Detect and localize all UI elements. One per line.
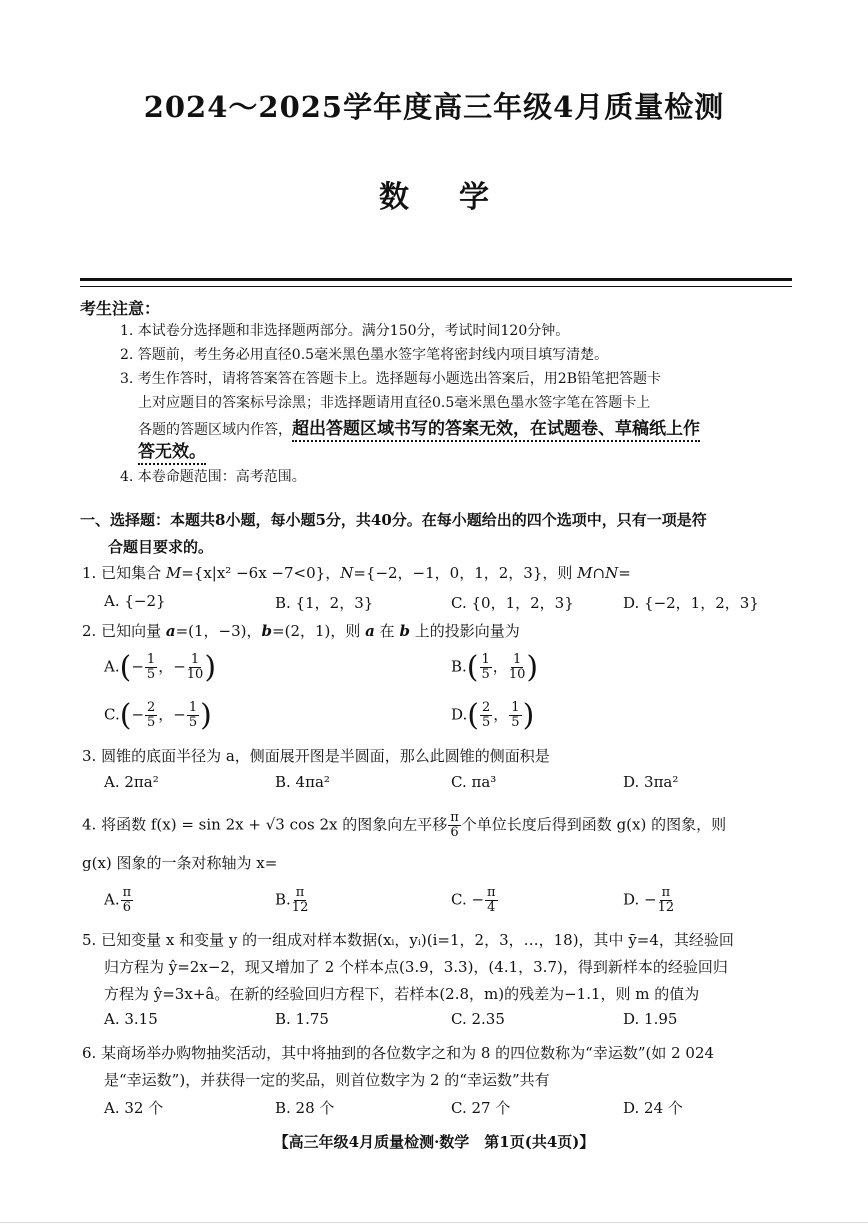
q4-option-b xyxy=(275,886,309,915)
notice-item-3-line-3 xyxy=(138,414,700,439)
q4-stem-end: 个单位长度后得到函数 g(x) 的图象，则 xyxy=(461,815,727,834)
q2-option-c: C.(− $\frac{2}{5}$ ，− $\frac{1}{5}$ ) xyxy=(104,698,212,733)
q4-b-label: B. xyxy=(275,890,291,909)
q2-stem-mid: 在 xyxy=(374,622,400,640)
bottom-edge-line xyxy=(0,1222,868,1223)
q4-option-d xyxy=(623,886,675,915)
q4-option-c xyxy=(451,886,499,915)
notice-heading: 考生注意： xyxy=(80,299,161,318)
question-4-stem xyxy=(82,811,726,840)
q2-a-num2: 1 xyxy=(190,652,200,667)
q4-a-den: 6 xyxy=(122,900,132,915)
q2-c-label: C. xyxy=(104,705,120,724)
q2-d-den1: 5 xyxy=(481,715,491,730)
notice-emphasis-2: 答无效。 xyxy=(138,442,206,465)
question-6-line-1: 6. 某商场举办购物抽奖活动，其中将抽到的各位数字之和为 8 的四位数称为“幸运数”(如 2 024 xyxy=(82,1044,715,1062)
q1-set-n: N xyxy=(340,564,354,582)
q5-option-b: B. 1.75 xyxy=(275,1010,329,1028)
q4-option-a xyxy=(104,886,134,915)
q2-b-num2: 1 xyxy=(512,652,522,667)
notice-item-3-line-2: 上对应题目的答案标号涂黑；非选择题请用直径0.5毫米黑色墨水签字笔在答题卡上 xyxy=(138,395,651,411)
question-5-line-2: 归方程为 ŷ=2x−2，现又增加了 2 个样本点(3.9，3.3)，(4.1，3.7)，得到新样本的经验回归 xyxy=(104,958,728,976)
q2-vector-a: a xyxy=(165,622,176,640)
notice-item-4: 4. 本卷命题范围：高考范围。 xyxy=(120,469,306,485)
q1-set-n-def: ={−2，−1，0，1，2，3}，则 xyxy=(353,564,578,582)
q4-stem-start: 4. 将函数 f(x) = sin 2x + √3 cos 2x 的图象向左平移 xyxy=(82,815,448,834)
q2-option-b: B.( $\frac{1}{5}$ ， $\frac{1}{10}$ ) xyxy=(451,650,539,685)
q1-set-m-def: ={x|x² −6x −7<0}， xyxy=(181,564,341,582)
exam-title: 2024～2025学年度高三年级4月质量检测 xyxy=(143,90,725,124)
q4-d-label: D. − xyxy=(623,890,657,909)
section-1-heading: 一、选择题：本题共8小题，每小题5分，共40分。在每小题给出的四个选项中，只有一项是符 xyxy=(80,511,707,529)
question-3-stem: 3. 圆锥的底面半径为 a，侧面展开图是半圆面，那么此圆锥的侧面积是 xyxy=(82,747,550,765)
q2-vector-b: b xyxy=(261,622,273,640)
q2-d-label: D. xyxy=(451,705,468,724)
q4-a-num: π xyxy=(122,885,132,900)
notice-item-1: 1. 本试卷分选择题和非选择题两部分。满分150分，考试时间120分钟。 xyxy=(120,323,570,339)
q1-option-b: B. {1，2，3} xyxy=(275,594,374,612)
q5-option-c: C. 2.35 xyxy=(451,1010,505,1028)
q5-option-d: D. 1.95 xyxy=(623,1010,678,1028)
notice-item-3-line-1: 3. 考生作答时，请将答案答在答题卡上。选择题每小题选出答案后，用2B铅笔把答题卡 xyxy=(120,371,662,387)
q1-option-a: A. {−2} xyxy=(104,592,166,610)
q2-option-a: A.(− $\frac{1}{5}$ ，− $\frac{1}{10}$ ) xyxy=(104,650,217,685)
q2-stem-start: 2. 已知向量 xyxy=(82,622,166,640)
q4-a-label: A. xyxy=(104,890,120,909)
q4-c-num: π xyxy=(487,885,496,900)
section-1-heading-cont: 合题目要求的。 xyxy=(108,538,214,556)
question-5-line-3: 方程为 ŷ=3x+â。在新的经验回归方程下，若样本(2.8，m)的残差为−1.1，则 m 的值为 xyxy=(104,985,700,1003)
q2-b-den1: 5 xyxy=(481,667,490,682)
header-rule-thin xyxy=(80,286,792,287)
notice-item-3-line-4 xyxy=(138,437,206,462)
q4-shift-num: π xyxy=(450,810,459,825)
notice-emphasis-1: 超出答题区域书写的答案无效，在试题卷、草稿纸上作 xyxy=(292,419,700,442)
q4-shift-den: 6 xyxy=(450,825,459,840)
q2-vector-b-value: =(2，1)，则 xyxy=(272,622,366,640)
q5-option-a: A. 3.15 xyxy=(104,1010,158,1028)
q4-b-num: π xyxy=(295,885,305,900)
q6-option-c: C. 27 个 xyxy=(451,1099,511,1117)
q2-b-num1: 1 xyxy=(481,652,490,667)
q2-b-den2: 10 xyxy=(508,667,526,682)
q4-c-den: 4 xyxy=(487,900,496,915)
question-4-stem-cont: g(x) 图象的一条对称轴为 x= xyxy=(82,854,278,872)
q6-option-a: A. 32 个 xyxy=(104,1099,164,1117)
q2-a-den1: 5 xyxy=(146,667,156,682)
question-6-line-2: 是“幸运数”)，并获得一定的奖品，则首位数字为 2 的“幸运数”共有 xyxy=(104,1071,550,1089)
page-footer: 【高三年级4月质量检测·数学 第1页(共4页)】 xyxy=(273,1133,595,1151)
q2-d-num1: 2 xyxy=(481,700,491,715)
q2-b-label: B. xyxy=(451,657,467,676)
q2-c-num2: 1 xyxy=(188,700,198,715)
q3-option-b: B. 4πa² xyxy=(275,773,330,791)
q3-option-a: A. 2πa² xyxy=(104,773,159,791)
q3-option-d: D. 3πa² xyxy=(623,773,679,791)
q2-vector-a-ref: a xyxy=(365,622,375,640)
q1-intersection: M∩N= xyxy=(577,564,631,582)
q4-c-label: C. − xyxy=(451,890,485,909)
q2-a-num1: 1 xyxy=(146,652,156,667)
notice-item-3-plain: 各题的答题区域内作答， xyxy=(138,422,292,438)
notice-item-2: 2. 答题前，考生务必用直径0.5毫米黑色墨水签字笔将密封线内项目填写清楚。 xyxy=(120,347,609,363)
subject-title: 数学 xyxy=(379,180,539,215)
q1-option-d: D. {−2，1，2，3} xyxy=(623,594,759,612)
q2-c-num1: 2 xyxy=(147,700,156,715)
q1-set-m: M xyxy=(165,564,182,582)
question-5-line-1: 5. 已知变量 x 和变量 y 的一组成对样本数据(xᵢ，yᵢ)(i=1，2，3，…，18)，其中 ȳ=4，其经验回 xyxy=(82,931,734,949)
q2-d-den2: 5 xyxy=(511,715,520,730)
question-2-stem xyxy=(82,620,520,641)
q4-d-den: 12 xyxy=(657,900,675,915)
q6-option-b: B. 28 个 xyxy=(275,1099,335,1117)
header-rule-thick xyxy=(80,278,792,281)
q4-b-den: 12 xyxy=(291,900,309,915)
q2-a-den2: 10 xyxy=(186,667,204,682)
q2-stem-end: 上的投影向量为 xyxy=(409,622,520,640)
q2-option-d: D.( $\frac{2}{5}$ ， $\frac{1}{5}$ ) xyxy=(451,698,535,733)
q2-vector-b-ref: b xyxy=(399,622,410,640)
q4-d-num: π xyxy=(661,885,671,900)
q6-option-d: D. 24 个 xyxy=(623,1099,683,1117)
q1-prefix: 1. 已知集合 xyxy=(82,564,166,582)
q1-option-c: C. {0，1，2，3} xyxy=(451,594,574,612)
q2-d-num2: 1 xyxy=(511,700,520,715)
q2-a-label: A. xyxy=(104,657,120,676)
q2-c-den1: 5 xyxy=(147,715,156,730)
q3-option-c: C. πa³ xyxy=(451,773,497,791)
q2-c-den2: 5 xyxy=(188,715,198,730)
q2-vector-a-value: =(1，−3)， xyxy=(175,622,262,640)
question-1-stem xyxy=(82,562,631,583)
